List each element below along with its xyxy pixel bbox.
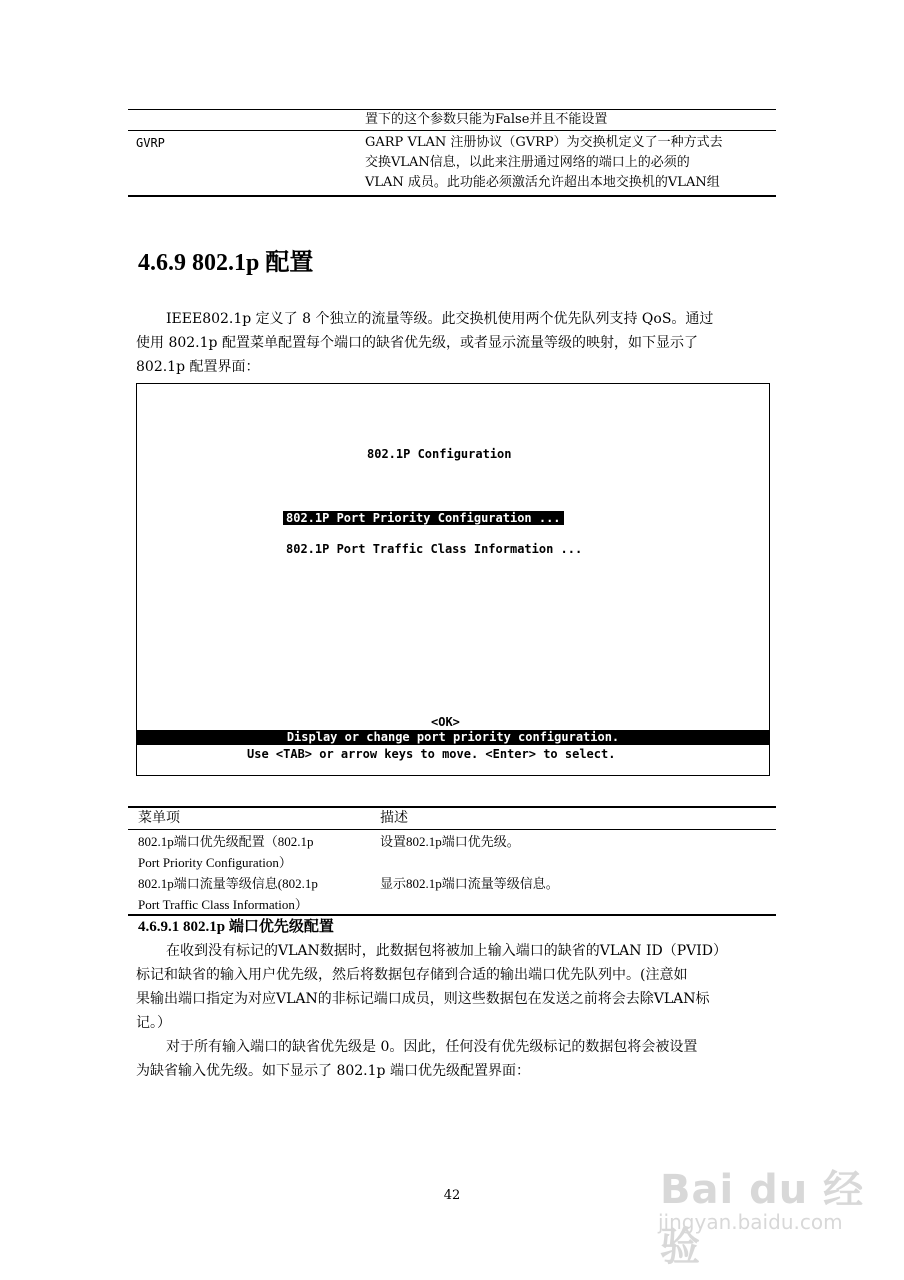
page-number: 42	[443, 1188, 461, 1203]
body-line-6: 为缺省输入优先级。如下显示了 802.1p 端口优先级配置界面：	[136, 1063, 530, 1079]
terminal-screen	[136, 383, 770, 776]
top-table-row1-desc-line3: VLAN 成员。此功能必须激活允许超出本地交换机的VLAN组	[365, 175, 720, 190]
baidu-url: jingyan.baidu.com	[658, 1210, 843, 1234]
menu-table-header-desc: 描述	[380, 811, 408, 826]
menu-table-row1-item-line1: 802.1p端口优先级配置（802.1p	[138, 834, 314, 849]
menu-item-traffic-class[interactable]: 802.1P Port Traffic Class Information ...	[286, 542, 583, 556]
top-table-row0-desc: 置下的这个参数只能为False并且不能设置	[365, 112, 608, 127]
top-table-row1-term: GVRP	[136, 136, 165, 150]
baidu-watermark	[640, 1150, 880, 1270]
body-line-1: 在收到没有标记的VLAN数据时，此数据包将被加上输入端口的缺省的VLAN ID（PVID）	[166, 943, 728, 959]
body-line-2: 标记和缺省的输入用户优先级，然后将数据包存储到合适的输出端口优先队列中。(注意如	[136, 967, 688, 983]
menu-table-row2-item-line1: 802.1p端口流量等级信息(802.1p	[138, 876, 318, 891]
menu-table-row2-desc: 显示802.1p端口流量等级信息。	[380, 876, 559, 891]
menu-table-rule-header	[128, 829, 776, 830]
menu-item-port-priority-label: 802.1P Port Priority Configuration ...	[283, 511, 564, 525]
top-table-rule-mid	[128, 130, 776, 131]
intro-line-3: 802.1p 配置界面：	[136, 359, 260, 375]
body-line-5: 对于所有输入端口的缺省优先级是 0。因此，任何没有优先级标记的数据包将会被设置	[166, 1039, 698, 1055]
top-table-rule-bottom	[128, 195, 776, 197]
menu-table-row1-desc: 设置802.1p端口优先级。	[380, 834, 520, 849]
terminal-status-bar: Display or change port priority configuration.	[137, 730, 769, 745]
top-table-row1-desc-line1: GARP VLAN 注册协议（GVRP）为交换机定义了一种方式去	[365, 135, 723, 150]
terminal-title: 802.1P Configuration	[367, 447, 512, 461]
menu-table-rule-top	[128, 806, 776, 808]
intro-line-2: 使用 802.1p 配置菜单配置每个端口的缺省优先级，或者显示流量等级的映射，如下显示了	[136, 335, 698, 351]
terminal-hint: Use <TAB> or arrow keys to move. <Enter> to select.	[247, 747, 616, 761]
top-table-row1-desc-line2: 交换VLAN信息，以此来注册通过网络的端口上的必须的	[365, 155, 690, 170]
body-line-4: 记。）	[136, 1015, 171, 1031]
menu-table-header-item: 菜单项	[138, 811, 180, 826]
section-title: 4.6.9 802.1p 配置	[138, 250, 314, 276]
body-line-3: 果输出端口指定为对应VLAN的非标记端口成员，则这些数据包在发送之前将会去除VLAN标	[136, 991, 710, 1007]
intro-line-1: IEEE802.1p 定义了 8 个独立的流量等级。此交换机使用两个优先队列支持 QoS。通过	[166, 311, 714, 327]
menu-table-row2-item-line2: Port Traffic Class Information）	[138, 897, 308, 912]
baidu-logo: Bai du 经验	[660, 1167, 865, 1270]
menu-item-port-priority[interactable]	[283, 510, 564, 526]
ok-button[interactable]: <OK>	[431, 715, 460, 729]
menu-table-row1-item-line2: Port Priority Configuration）	[138, 855, 292, 870]
subsection-title: 4.6.9.1 802.1p 端口优先级配置	[138, 919, 334, 935]
